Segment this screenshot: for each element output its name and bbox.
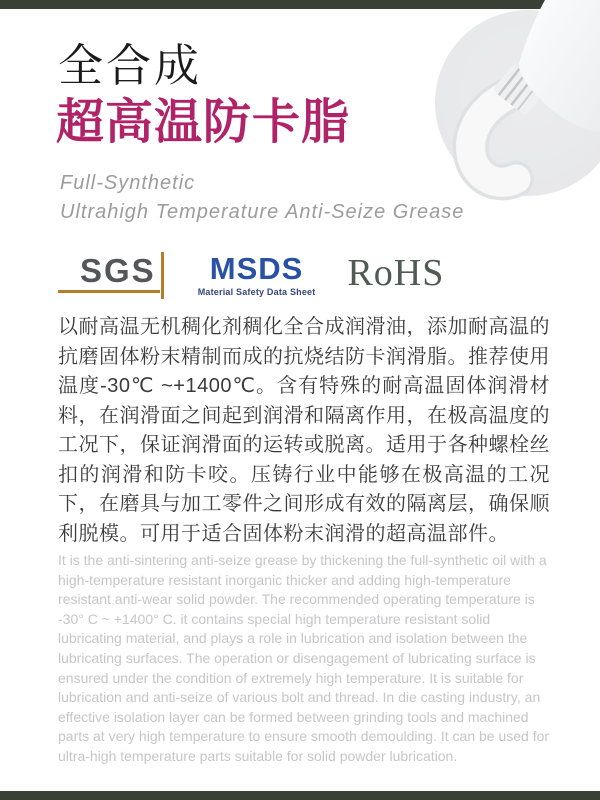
bottom-edge-bar bbox=[0, 791, 600, 800]
product-title-cn-line1: 全合成 bbox=[58, 40, 203, 91]
subtitle-line1: Full-Synthetic bbox=[60, 172, 196, 194]
sgs-logo-vertical-line bbox=[161, 252, 164, 299]
description-chinese: 以耐高温无机稠化剂稠化全合成润滑油，添加耐高温的抗磨固体粉末精制而成的抗烧结防卡润滑脂。推荐使用温度-30℃ ~+1400℃。含有特殊的耐高温固体润滑材料，在润滑面之间起到润滑和隔离作用，在极高温度的工况下，保证润滑面的运转或脱离。适用于各种螺栓丝扣的润滑和防卡咬。压铸行业中能够在极高温的工况下，在磨具与加工零件之间形成有效的隔离层，确保顺利脱模。可用于适合固体粉末润滑的超高温部件。 bbox=[58, 316, 550, 545]
sgs-logo-text: SGS bbox=[80, 252, 156, 289]
msds-logo-subtext: Material Safety Data Sheet bbox=[197, 287, 316, 297]
product-title-cn-line2: 超高温防卡脂 bbox=[56, 96, 351, 149]
subtitle-line2: Ultrahigh Temperature Anti-Seize Grease bbox=[60, 201, 465, 223]
product-subtitle-en bbox=[60, 169, 464, 227]
sgs-logo-underline bbox=[58, 290, 160, 293]
sgs-logo bbox=[78, 252, 166, 294]
description-english: It is the anti-sintering anti-seize grease by thickening the full-synthetic oil with a high-temperature resistant inorganic thicker and adding high-temperature resistant anti-wear solid powder. The recommended operating temperature is -30° C ~ +1400° C. it contains special high temperature resistant solid lubricating material, and plays a role in lubrication and isolation between the lubricating surfaces. The operation or disengagement of lubricating surface is ensured under the condition of extremely high temperature. It is suitable for lubrication and anti-seize of various bolt and thread. In die casting industry, an effective isolation layer can be formed between grinding tools and machined parts at very high temperature to ensure smooth demoulding. It can be used for ultra-high temperature parts suitable for solid powder lubrication. bbox=[58, 552, 550, 764]
msds-logo-text: MSDS bbox=[209, 251, 304, 286]
certification-logos bbox=[62, 252, 444, 297]
rohs-logo bbox=[347, 254, 444, 292]
rohs-logo-text: RoHS bbox=[347, 252, 445, 294]
msds-logo bbox=[198, 253, 316, 297]
